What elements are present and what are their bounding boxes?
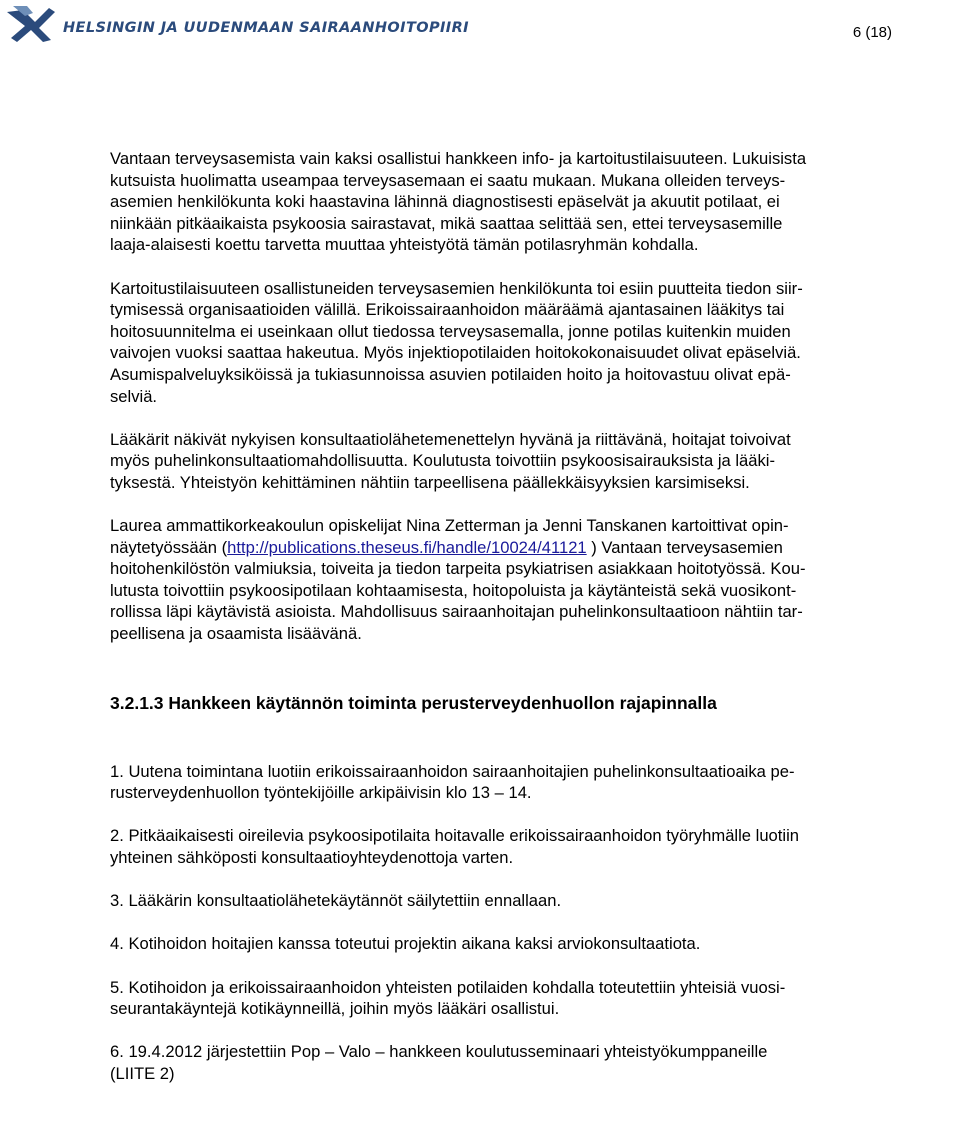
list-item bbox=[110, 933, 932, 955]
text-line-with-link bbox=[110, 537, 932, 559]
text-line: Vantaan terveysasemista vain kaksi osallistui hankkeen info- ja kartoitustilaisuuteen. Lukuisista bbox=[110, 149, 807, 168]
text-line: yhteinen sähköposti konsultaatioyhteydenottoja varten. bbox=[110, 848, 514, 868]
paragraph-2 bbox=[110, 278, 932, 408]
text-line: hoitosuunnitelma ei useinkaan ollut tiedossa terveysasemalla, jonne potilas kuitenkin muiden bbox=[110, 321, 791, 341]
text-line: 6. 19.4.2012 järjestettiin Pop – Valo – hankkeen koulutusseminaari yhteistyökumppaneille bbox=[110, 1042, 768, 1062]
text-line: peellisena ja osaamista lisäävänä. bbox=[110, 624, 362, 644]
hus-logo-icon bbox=[5, 4, 57, 44]
text-line: asemien henkilökunta koki haastavina lähinnä diagnostisesti epäselvät ja akuutit potilaat, ei bbox=[110, 192, 780, 212]
text-line: Lääkärit näkivät nykyisen konsultaatiolähetemenettelyn hyvänä ja riittävänä, hoitajat toivoivat bbox=[110, 429, 791, 449]
text-line: 5. Kotihoidon ja erikoissairaanhoidon yhteisten potilaiden kohdalla toteutettiin yhteisiä vuosi- bbox=[110, 977, 786, 997]
list-item bbox=[110, 977, 932, 1020]
text-line: 1. Uutena toimintana luotiin erikoissairaanhoidon sairaanhoitajien puhelinkonsultaatioaika pe- bbox=[110, 761, 795, 781]
list-item bbox=[110, 890, 932, 912]
page-number: 6 (18) bbox=[852, 24, 892, 41]
organization-logo bbox=[5, 4, 469, 46]
text-line: 2. Pitkäaikaisesti oireilevia psykoosipotilaita hoitavalle erikoissairaanhoidon työryhmälle luotiin bbox=[110, 826, 799, 846]
text-line: kutsuista huolimatta useampaa terveysasemaan ei saatu mukaan. Mukana olleiden terveys- bbox=[110, 170, 786, 190]
text-line: tymisessä organisaatioiden välillä. Erikoissairaanhoidon määräämä ajantasainen lääkitys tai bbox=[110, 300, 785, 320]
text-line: (LIITE 2) bbox=[110, 1063, 175, 1083]
text-line: selviä. bbox=[110, 386, 158, 406]
paragraph-3 bbox=[110, 429, 932, 494]
text-segment: näytetyössään ( bbox=[110, 537, 228, 557]
text-line: Asumispalveluyksiköissä ja tukiasunnoissa asuvien potilaiden hoito ja hoitovastuu olivat epä- bbox=[110, 364, 791, 384]
text-line: rusterveydenhuollon työntekijöille arkipäivisin klo 13 – 14. bbox=[110, 783, 532, 803]
text-line: seurantakäyntejä kotikäynneillä, joihin myös lääkäri osallistui. bbox=[110, 999, 560, 1019]
paragraph-4 bbox=[110, 515, 932, 645]
organization-name: HELSINGIN JA UUDENMAAN SAIRAANHOITOPIIRI bbox=[63, 20, 469, 36]
text-line: 3. Lääkärin konsultaatiolähetekäytännöt säilytettiin ennallaan. bbox=[110, 891, 562, 911]
list-item bbox=[110, 825, 932, 868]
text-line: lutusta toivottiin psykoosipotilaan kohtaamisesta, hoitopoluista ja käytänteistä sekä vuosikont- bbox=[110, 580, 797, 600]
text-line: Laurea ammattikorkeakoulun opiskelijat Nina Zetterman ja Jenni Tanskanen kartoittivat opin- bbox=[110, 516, 789, 536]
document-body bbox=[110, 148, 932, 1106]
list-item bbox=[110, 761, 932, 804]
text-line: rollissa läpi käytävistä asioista. Mahdollisuus sairaanhoitajan puhelinkonsultaatioon nähtiin tar- bbox=[110, 602, 803, 622]
text-line: laaja-alaisesti koettu tarvetta muuttaa yhteistyötä tämän potilasryhmän kohdalla. bbox=[110, 235, 699, 255]
text-line: hoitohenkilöstön valmiuksia, toiveita ja tiedon tarpeita psykiatrisen asiakkaan hoitotyössä. Kou- bbox=[110, 559, 806, 579]
text-segment: ) Vantaan terveysasemien bbox=[586, 537, 783, 557]
text-line: vaivojen vuoksi saattaa hakeutua. Myös injektiopotilaiden hoitokokonaisuudet olivat epäselviä. bbox=[110, 343, 801, 363]
text-line: myös puhelinkonsultaatiomahdollisuutta. Koulutusta toivottiin psykoosisairauksista ja lääki- bbox=[110, 451, 776, 471]
text-line: 4. Kotihoidon hoitajien kanssa toteutui projektin aikana kaksi arviokonsultaatiota. bbox=[110, 934, 701, 954]
text-line: Kartoitustilaisuuteen osallistuneiden terveysasemien henkilökunta toi esiin puutteita tiedon siir- bbox=[110, 278, 803, 298]
list-item bbox=[110, 1041, 932, 1084]
paragraph-1 bbox=[110, 148, 932, 256]
section-heading: 3.2.1.3 Hankkeen käytännön toiminta perusterveydenhuollon rajapinnalla bbox=[110, 692, 717, 713]
text-line: tyksestä. Yhteistyön kehittäminen nähtiin tarpeellisena päällekkäisyyksien karsimiseksi. bbox=[110, 472, 750, 492]
thesis-link[interactable]: http://publications.theseus.fi/handle/10024/41121 bbox=[227, 537, 587, 557]
text-line: niinkään pitkäaikaista psykoosia sairastavat, mikä saattaa selittää sen, ettei terveysasemille bbox=[110, 213, 783, 233]
